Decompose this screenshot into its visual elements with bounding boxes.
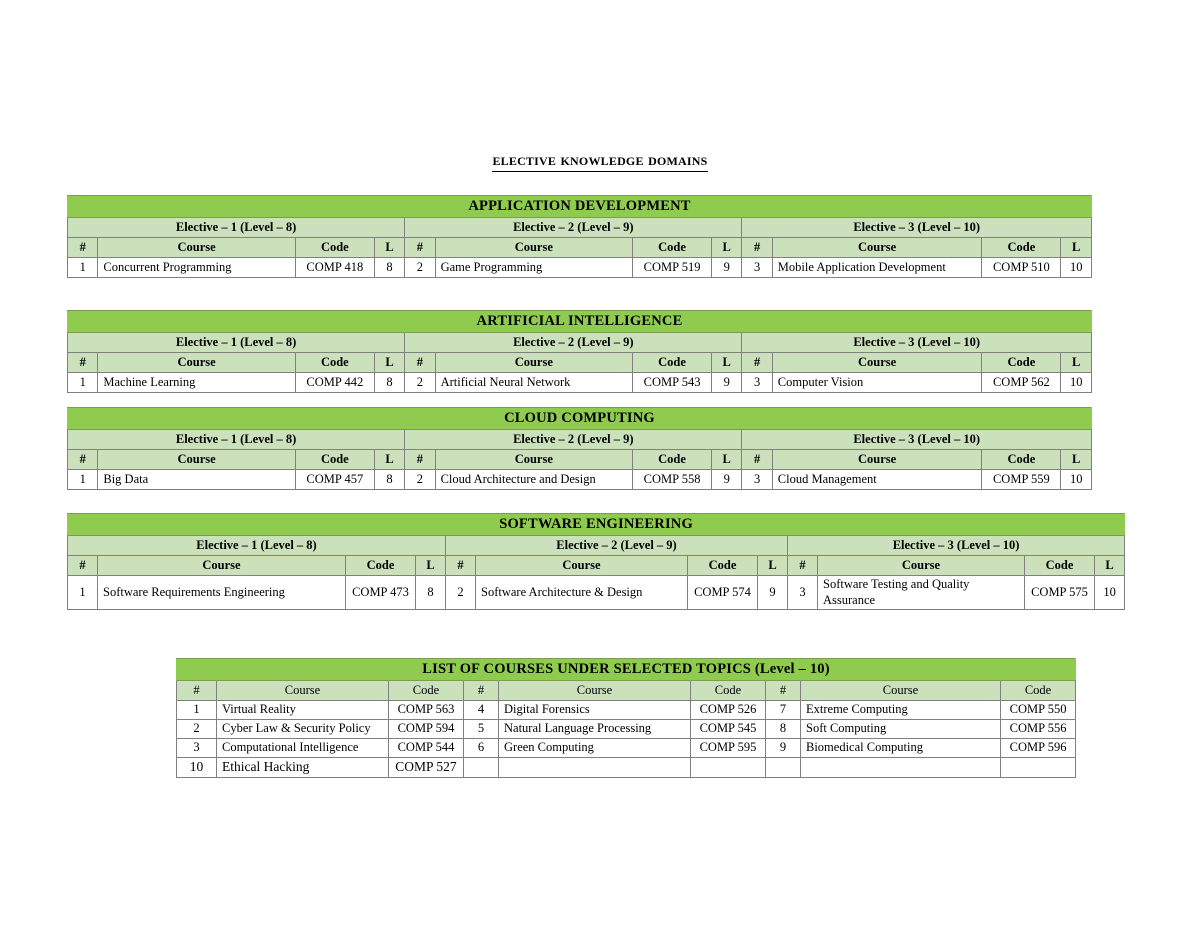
header-code: Code (1001, 681, 1076, 701)
cell-course: Natural Language Processing (499, 720, 691, 739)
cell-level: 10 (1061, 258, 1092, 278)
cell-course: Cloud Management (772, 470, 982, 490)
cell-num: 3 (788, 576, 818, 610)
header-level: L (374, 353, 404, 373)
header-code: Code (633, 238, 712, 258)
cell-course: Extreme Computing (801, 701, 1001, 720)
header-code: Code (691, 681, 766, 701)
table-row (68, 258, 1092, 278)
header-course: Course (98, 353, 295, 373)
header-course: Course (499, 681, 691, 701)
table-row (68, 373, 1092, 393)
cell-level: 8 (416, 576, 446, 610)
table-title-row (68, 514, 1125, 536)
header-num: # (68, 450, 98, 470)
cell-code: COMP 527 (389, 758, 464, 778)
header-level: L (374, 238, 404, 258)
header-code: Code (346, 556, 416, 576)
cell-course: Mobile Application Development (772, 258, 982, 278)
cell-course: Software Requirements Engineering (98, 576, 346, 610)
header-num: # (742, 450, 772, 470)
table-row (177, 758, 1076, 778)
table-title: APPLICATION DEVELOPMENT (68, 196, 1092, 218)
cell-code: COMP 544 (389, 739, 464, 758)
header-num: # (68, 556, 98, 576)
group-header-elective-1: Elective – 1 (Level – 8) (68, 536, 446, 556)
cell-code: COMP 545 (691, 720, 766, 739)
cell-level: 8 (374, 470, 404, 490)
cell-num: 10 (177, 758, 217, 778)
table-group-row (68, 430, 1092, 450)
cell-num: 1 (68, 576, 98, 610)
cell-level: 9 (712, 470, 742, 490)
cell-code: COMP 418 (295, 258, 374, 278)
header-code: Code (633, 450, 712, 470)
cell-num: 2 (446, 576, 476, 610)
cell-course: Virtual Reality (217, 701, 389, 720)
cell-level: 10 (1095, 576, 1125, 610)
header-course: Course (772, 450, 982, 470)
table-title-row (68, 408, 1092, 430)
cell-course: Soft Computing (801, 720, 1001, 739)
table-title: CLOUD COMPUTING (68, 408, 1092, 430)
header-num: # (464, 681, 499, 701)
cell-level: 10 (1061, 373, 1092, 393)
cell-num: 2 (405, 470, 435, 490)
table-row (177, 701, 1076, 720)
cell-num (766, 758, 801, 778)
table-title-row (68, 196, 1092, 218)
cell-code: COMP 442 (295, 373, 374, 393)
cell-code: COMP 559 (982, 470, 1061, 490)
table-row (68, 576, 1125, 610)
cell-code: COMP 596 (1001, 739, 1076, 758)
page-title-text: elective knowledge domains (492, 150, 707, 172)
cell-code: COMP 563 (389, 701, 464, 720)
table-title-row (68, 311, 1092, 333)
cell-course: Cyber Law & Security Policy (217, 720, 389, 739)
cell-num: 1 (68, 470, 98, 490)
cell-level: 8 (374, 258, 404, 278)
cell-code: COMP 510 (982, 258, 1061, 278)
header-level: L (1061, 238, 1092, 258)
header-course: Course (772, 238, 982, 258)
group-header-elective-2: Elective – 2 (Level – 9) (446, 536, 788, 556)
cell-course: Artificial Neural Network (435, 373, 632, 393)
cell-num: 3 (742, 373, 772, 393)
page-title (0, 150, 1200, 172)
cell-num: 9 (766, 739, 801, 758)
cell-num: 1 (68, 373, 98, 393)
cell-course: Cloud Architecture and Design (435, 470, 632, 490)
cell-code: COMP 519 (633, 258, 712, 278)
cell-num: 2 (177, 720, 217, 739)
header-code: Code (295, 450, 374, 470)
cell-code: COMP 556 (1001, 720, 1076, 739)
cell-course: Digital Forensics (499, 701, 691, 720)
table-row (68, 470, 1092, 490)
header-num: # (742, 353, 772, 373)
table-title: ARTIFICIAL INTELLIGENCE (68, 311, 1092, 333)
cell-course: Game Programming (435, 258, 632, 278)
header-level: L (758, 556, 788, 576)
header-course: Course (98, 238, 295, 258)
header-code: Code (295, 238, 374, 258)
header-level: L (1095, 556, 1125, 576)
cell-level: 9 (712, 373, 742, 393)
header-num: # (742, 238, 772, 258)
table-group-row (68, 536, 1125, 556)
header-level: L (712, 450, 742, 470)
header-course: Course (435, 238, 632, 258)
cell-level: 8 (374, 373, 404, 393)
cell-num (464, 758, 499, 778)
header-code: Code (688, 556, 758, 576)
header-num: # (68, 353, 98, 373)
cell-course (499, 758, 691, 778)
cell-code: COMP 575 (1025, 576, 1095, 610)
table-header-row (68, 238, 1092, 258)
cell-course (801, 758, 1001, 778)
cell-course: Computer Vision (772, 373, 982, 393)
group-header-elective-2: Elective – 2 (Level – 9) (405, 430, 742, 450)
domain-table-cloud-computing (67, 407, 1092, 490)
cell-code: COMP 595 (691, 739, 766, 758)
table-title: LIST OF COURSES UNDER SELECTED TOPICS (Level – 10) (177, 659, 1076, 681)
cell-num: 2 (405, 373, 435, 393)
header-code: Code (295, 353, 374, 373)
cell-code: COMP 473 (346, 576, 416, 610)
cell-num: 6 (464, 739, 499, 758)
cell-num: 2 (405, 258, 435, 278)
cell-code: COMP 574 (688, 576, 758, 610)
table-header-row (177, 681, 1076, 701)
header-code: Code (1025, 556, 1095, 576)
header-code: Code (389, 681, 464, 701)
header-course: Course (435, 450, 632, 470)
header-num: # (68, 238, 98, 258)
cell-num: 3 (742, 470, 772, 490)
cell-code (691, 758, 766, 778)
table-title-row (177, 659, 1076, 681)
cell-code: COMP 526 (691, 701, 766, 720)
cell-course: Computational Intelligence (217, 739, 389, 758)
cell-num: 7 (766, 701, 801, 720)
header-num: # (446, 556, 476, 576)
group-header-elective-2: Elective – 2 (Level – 9) (405, 333, 742, 353)
cell-course: Software Architecture & Design (476, 576, 688, 610)
table-group-row (68, 218, 1092, 238)
table-row (177, 739, 1076, 758)
header-level: L (712, 238, 742, 258)
header-level: L (1061, 450, 1092, 470)
header-code: Code (633, 353, 712, 373)
header-code: Code (982, 238, 1061, 258)
header-num: # (405, 353, 435, 373)
header-course: Course (217, 681, 389, 701)
table-row (177, 720, 1076, 739)
group-header-elective-1: Elective – 1 (Level – 8) (68, 333, 405, 353)
group-header-elective-3: Elective – 3 (Level – 10) (742, 333, 1092, 353)
table-group-row (68, 333, 1092, 353)
header-course: Course (98, 556, 346, 576)
header-num: # (788, 556, 818, 576)
header-num: # (405, 450, 435, 470)
header-course: Course (476, 556, 688, 576)
header-code: Code (982, 353, 1061, 373)
group-header-elective-2: Elective – 2 (Level – 9) (405, 218, 742, 238)
cell-code: COMP 543 (633, 373, 712, 393)
cell-code: COMP 558 (633, 470, 712, 490)
cell-code: COMP 562 (982, 373, 1061, 393)
cell-code: COMP 457 (295, 470, 374, 490)
header-course: Course (818, 556, 1025, 576)
domain-table-application-development (67, 195, 1092, 278)
cell-num: 5 (464, 720, 499, 739)
header-level: L (416, 556, 446, 576)
header-num: # (405, 238, 435, 258)
header-course: Course (772, 353, 982, 373)
cell-num: 1 (177, 701, 217, 720)
header-level: L (1061, 353, 1092, 373)
cell-course: Ethical Hacking (217, 758, 389, 778)
group-header-elective-3: Elective – 3 (Level – 10) (788, 536, 1125, 556)
cell-num: 8 (766, 720, 801, 739)
group-header-elective-1: Elective – 1 (Level – 8) (68, 218, 405, 238)
domain-table-artificial-intelligence (67, 310, 1092, 393)
group-header-elective-3: Elective – 3 (Level – 10) (742, 430, 1092, 450)
cell-code (1001, 758, 1076, 778)
table-title: SOFTWARE ENGINEERING (68, 514, 1125, 536)
header-level: L (712, 353, 742, 373)
header-code: Code (982, 450, 1061, 470)
header-course: Course (98, 450, 295, 470)
group-header-elective-1: Elective – 1 (Level – 8) (68, 430, 405, 450)
cell-num: 3 (742, 258, 772, 278)
domain-table-software-engineering (67, 513, 1125, 610)
table-header-row (68, 353, 1092, 373)
cell-code: COMP 550 (1001, 701, 1076, 720)
cell-course: Big Data (98, 470, 295, 490)
cell-level: 9 (712, 258, 742, 278)
header-num: # (177, 681, 217, 701)
cell-course: Machine Learning (98, 373, 295, 393)
cell-level: 9 (758, 576, 788, 610)
header-num: # (766, 681, 801, 701)
cell-code: COMP 594 (389, 720, 464, 739)
cell-course: Green Computing (499, 739, 691, 758)
topics-table (176, 658, 1076, 778)
table-header-row (68, 450, 1092, 470)
table-header-row (68, 556, 1125, 576)
group-header-elective-3: Elective – 3 (Level – 10) (742, 218, 1092, 238)
cell-num: 1 (68, 258, 98, 278)
header-level: L (374, 450, 404, 470)
cell-num: 3 (177, 739, 217, 758)
cell-level: 10 (1061, 470, 1092, 490)
cell-course: Concurrent Programming (98, 258, 295, 278)
header-course: Course (435, 353, 632, 373)
cell-course: Software Testing and Quality Assurance (818, 576, 1025, 610)
cell-course: Biomedical Computing (801, 739, 1001, 758)
header-course: Course (801, 681, 1001, 701)
cell-num: 4 (464, 701, 499, 720)
